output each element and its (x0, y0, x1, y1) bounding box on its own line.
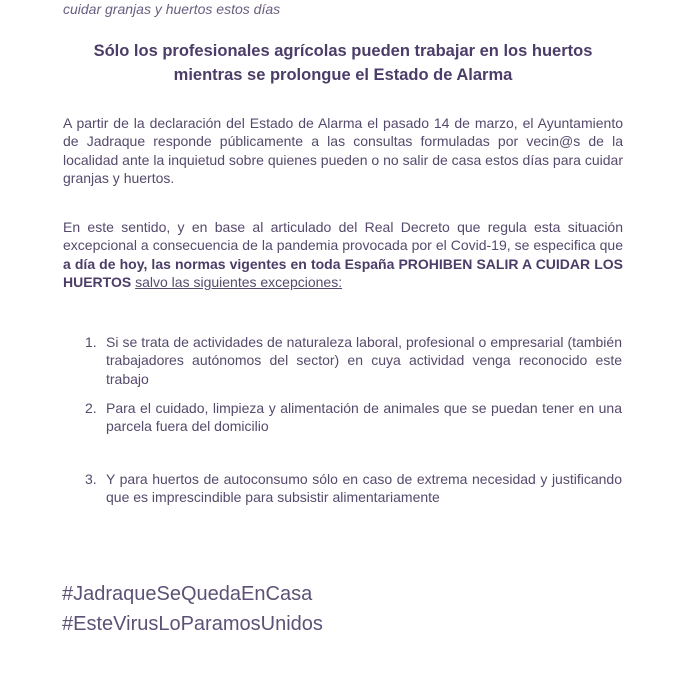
exception-list-item (85, 399, 622, 436)
list-item-text: Si se trata de actividades de naturaleza laboral, profesional o empresarial (también trabajadores autónomos del sector) en cuya actividad venga reconocido este trabajo (106, 334, 622, 387)
hashtag-block (62, 579, 323, 639)
list-number: 2. (85, 400, 97, 416)
exceptions-underlined-text: salvo las siguientes excepciones: (135, 273, 343, 290)
list-item-text: Para el cuidado, limpieza y alimentación de animales que se puedan tener en una parcela fuera del domicilio (106, 400, 622, 435)
hashtag-jadraque: #JadraqueSeQuedaEnCasa (62, 583, 313, 605)
article-headline: Sólo los profesionales agrícolas pueden trabajar en los huertos mientras se prolongue el Estado de Alarma (93, 42, 593, 84)
list-number: 1. (85, 334, 97, 350)
regulation-paragraph (63, 218, 623, 291)
exception-list-item (85, 333, 622, 388)
list-item-text: Y para huertos de autoconsumo sólo en caso de extrema necesidad y justificando que es imprescindible para subsistir alimentariamente (106, 471, 622, 506)
previous-text-fragment: cuidar granjas y huertos estos días (63, 1, 281, 17)
exception-list-item (85, 470, 622, 507)
list-number: 3. (85, 471, 97, 487)
regulation-intro-text: En este sentido, y en base al articulado del Real Decreto que regula esta situación excepcional a consecuencia de la pandemia provocada por el Covid-19, se especifica que (63, 219, 623, 254)
prohibition-bold-text: a día de hoy, las normas vigentes en toda España PROHIBEN SALIR A CUIDAR LOS HUERTOS (63, 255, 623, 290)
hashtag-virus: #EsteVirusLoParamosUnidos (62, 613, 323, 635)
intro-paragraph: A partir de la declaración del Estado de Alarma el pasado 14 de marzo, el Ayuntamiento de Jadraque responde públicamente a las consultas formuladas por vecin@s de la localidad ante la inquietud sobre quienes pueden o no salir de casa estos días para cuidar granjas y huertos. (63, 115, 623, 186)
